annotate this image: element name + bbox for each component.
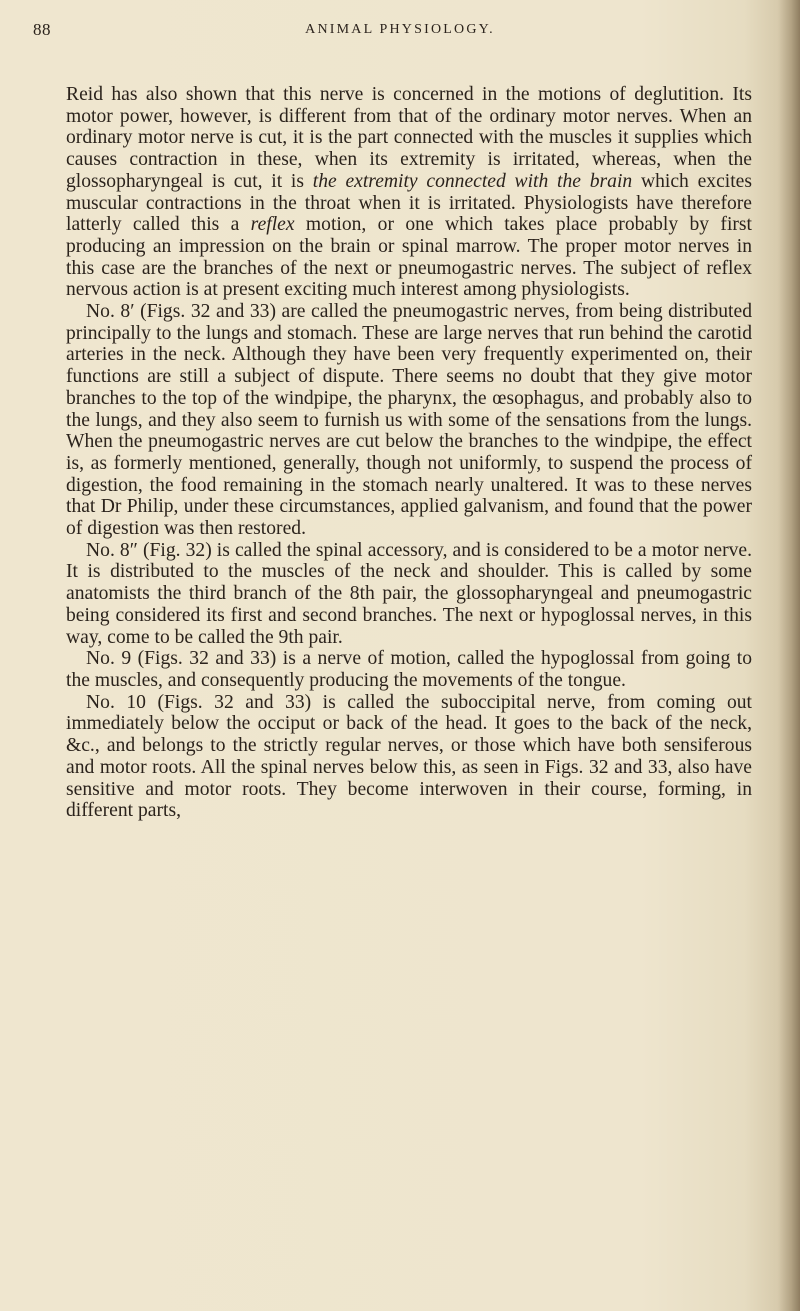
paragraph-text: motion, or one which takes place probably by first producing an impression on the brain or spinal marrow. The proper motor nerves in this case are the branches of the next or pneumogastric nerves. The subject of reflex nervous action is at present exciting much interest among physiologists. (66, 214, 752, 301)
paragraph-text: which excites muscular contractions in the throat when it is irritated. Physiologists have therefore latterly called this a (66, 170, 752, 236)
paragraph-pneumogastric (66, 301, 752, 540)
paragraph-spinal-accessory (66, 540, 752, 649)
body-text (66, 84, 752, 822)
paragraph-suboccipital (66, 692, 752, 822)
page-edge-shadow (778, 0, 800, 1311)
running-head: ANIMAL PHYSIOLOGY. (305, 22, 495, 37)
page-number: 88 (33, 20, 51, 39)
paragraph-text: No. 8″ (Fig. 32) is called the spinal accessory, and is considered to be a motor nerve. It is distributed to the muscles of the neck and shoulder. This is called by some anatomists the third branch of the 8th pair, the glossopharyngeal and pneumogastric being considered its first and second branches. The next or hypoglossal nerves, in this way, come to be called the 9th pair. (66, 539, 752, 648)
paragraph-reid-deglutition (66, 84, 752, 301)
paragraph-italic-text: the extremity connected with the brain (312, 170, 633, 192)
paragraph-text: Reid has also shown that this nerve is concerned in the motions of deglutition. Its motor power, however, is different from that of the ordinary motor nerves. When an ordinary motor nerve is cut, it is the part connected with the muscles it supplies which causes contraction in these, when its extremity is irritated, whereas, when the glossopharyngeal is cut, it is (66, 84, 752, 192)
paragraph-italic-text: reflex (250, 214, 295, 236)
paragraph-hypoglossal (66, 648, 752, 691)
paragraph-text: No. 8′ (Figs. 32 and 33) are called the pneumogastric nerves, from being distributed principally to the lungs and stomach. These are large nerves that run behind the carotid arteries in the neck. Although they have been very frequently experimented on, their functions are still a subject of dispute. There seems no doubt that they give motor branches to the top of the windpipe, the pharynx, the œsophagus, and probably also to the lungs, and they also seem to furnish us with some of the sensations from the lungs. When the pneumogastric nerves are cut below the branches to the windpipe, the effect is, as formerly mentioned, generally, though not uniformly, to suspend the process of digestion, the food remaining in the stomach nearly unaltered. It was to these nerves that Dr Philip, under these circumstances, applied galvanism, and found that the power of digestion was then restored. (66, 301, 752, 540)
paragraph-text: No. 9 (Figs. 32 and 33) is a nerve of motion, called the hypoglossal from going to the muscles, and consequently producing the movements of the tongue. (66, 648, 752, 691)
paragraph-text: No. 10 (Figs. 32 and 33) is called the suboccipital nerve, from coming out immediately below the occiput or back of the head. It goes to the back of the neck, &c., and belongs to the strictly regular nerves, or those which have both sensiferous and motor roots. All the spinal nerves below this, as seen in Figs. 32 and 33, also have sensitive and motor roots. They become interwoven in their course, forming, in different parts, (66, 691, 752, 822)
